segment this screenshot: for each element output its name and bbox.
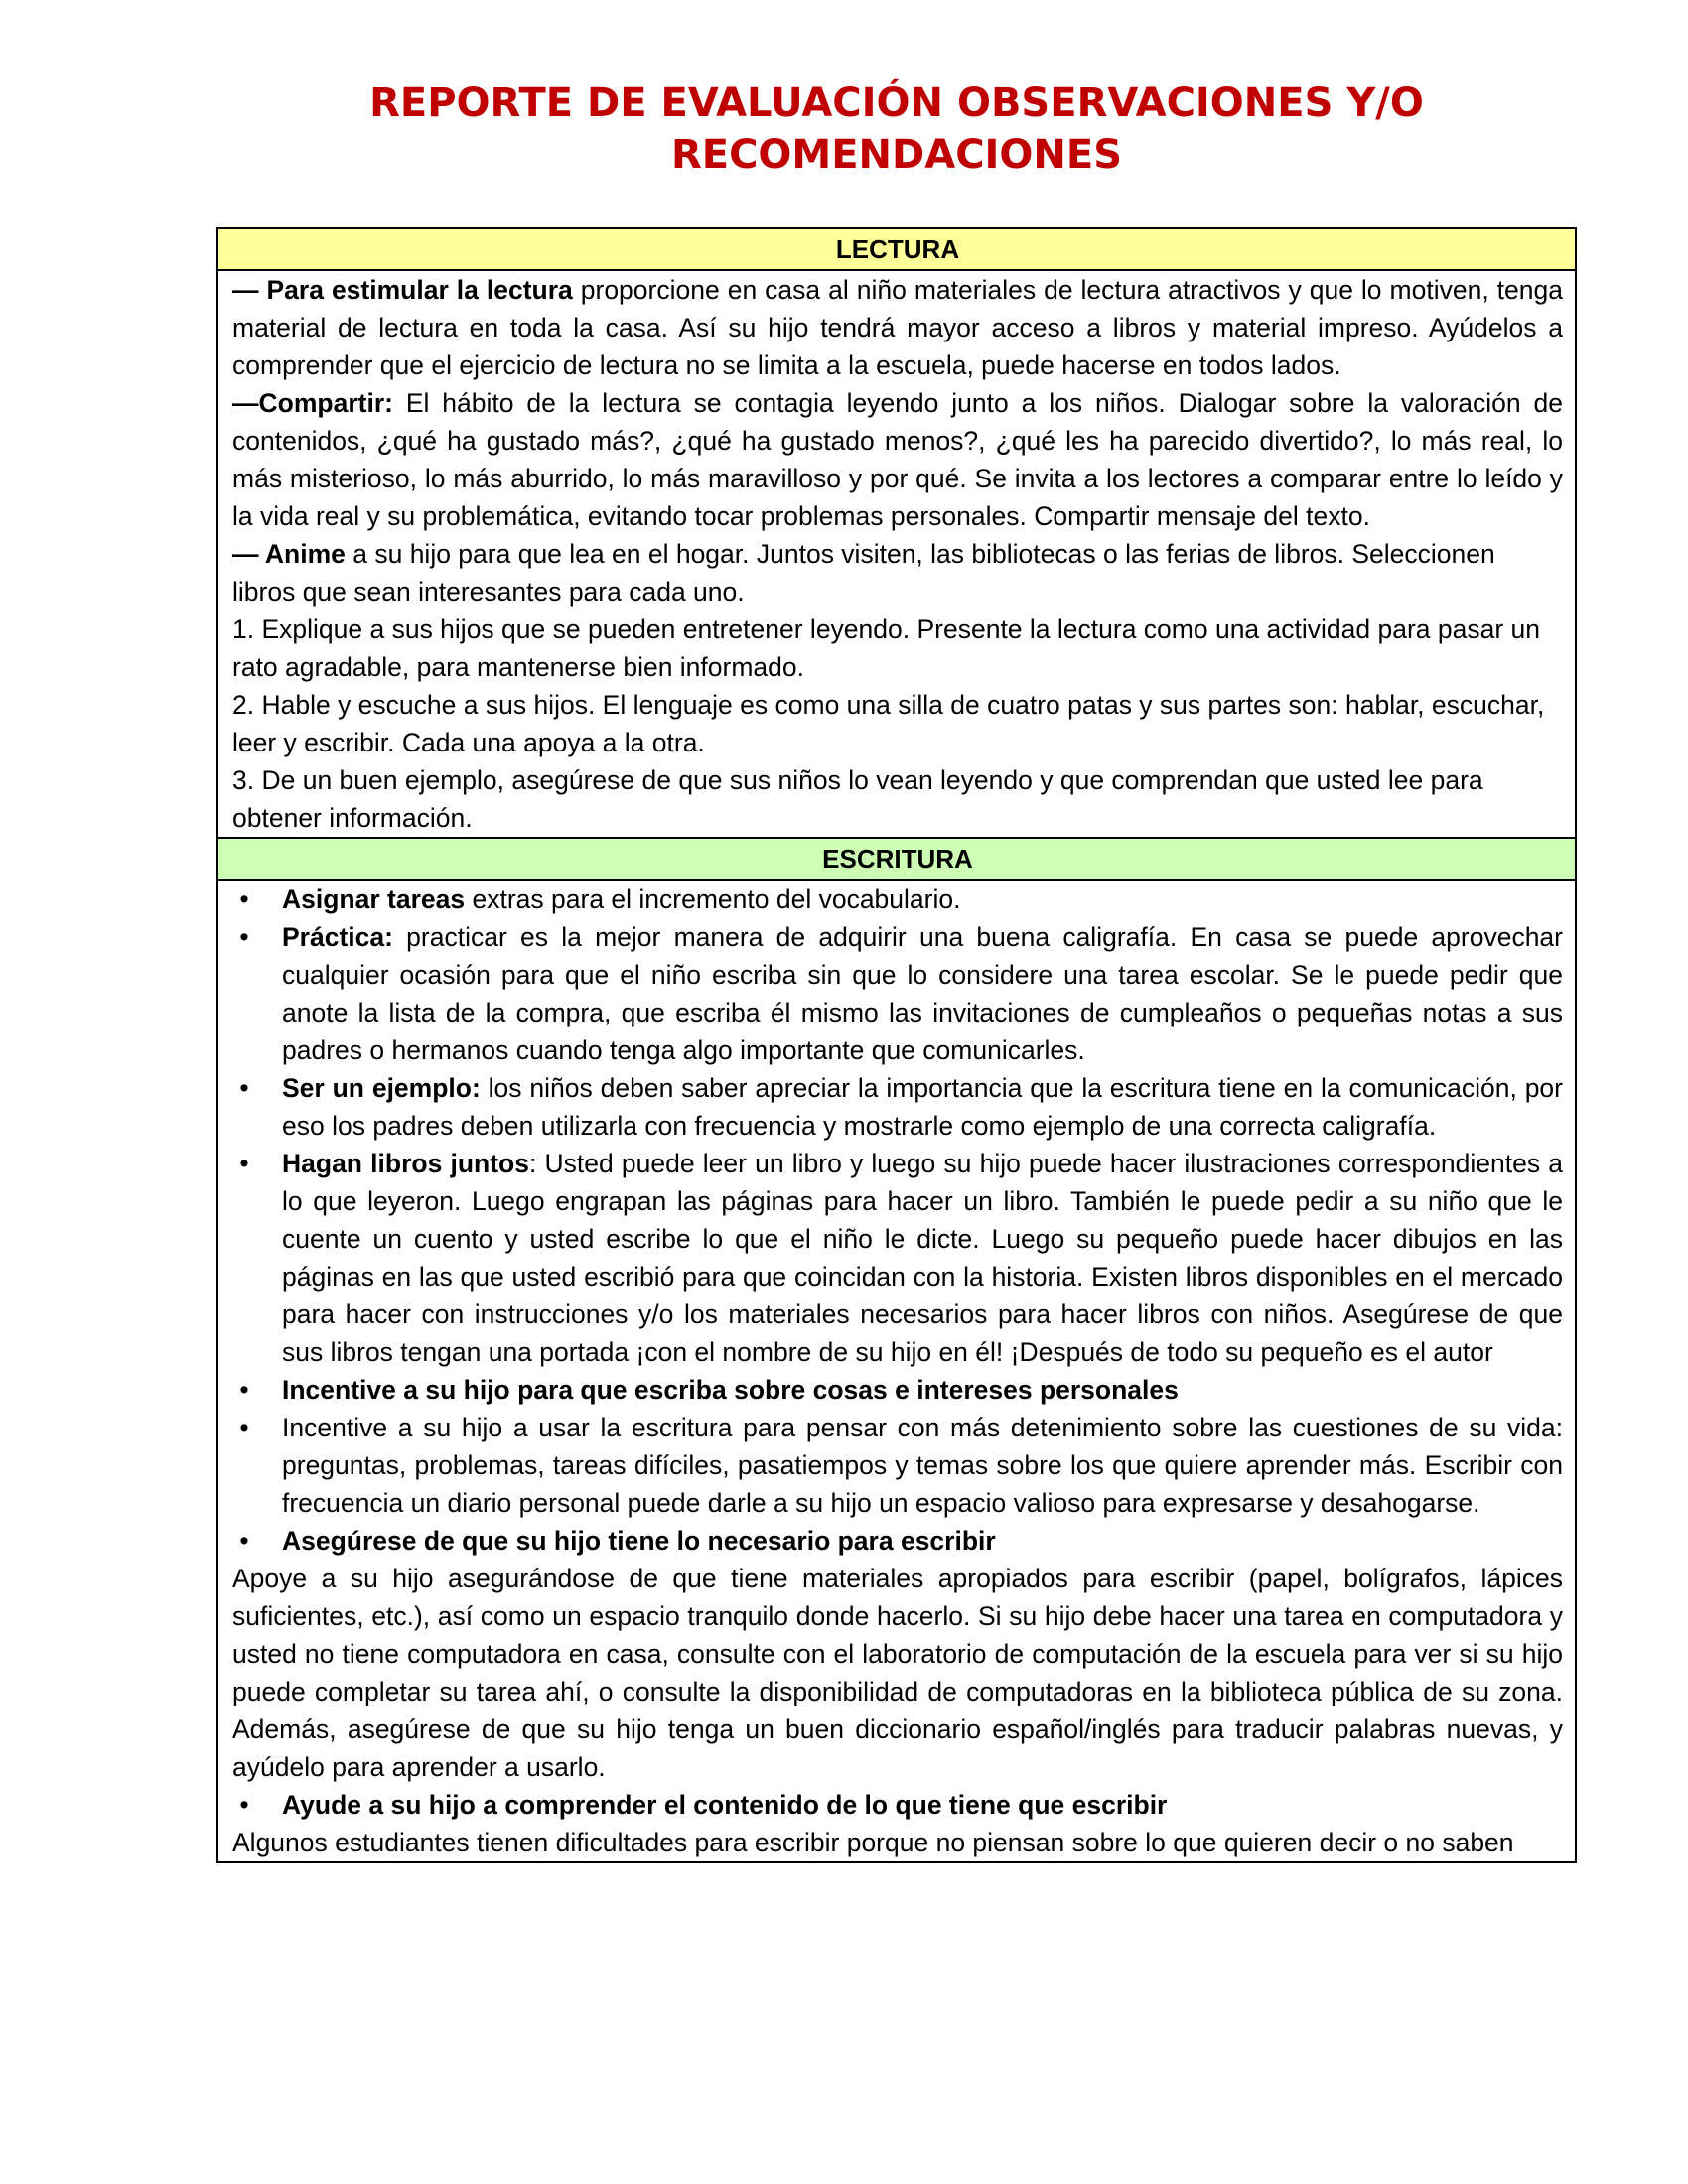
title-line-2: RECOMENDACIONES [670,132,1123,178]
escritura-b4-bold: Hagan libros juntos [282,1149,529,1178]
list-item [232,1069,1563,1145]
lectura-item-2: 2. Hable y escuche a sus hijos. El lenguaje es como una silla de cuatro patas y sus partes son: hablar, escuchar, leer y escribir. Cada una apoya a la otra. [232,690,1545,757]
list-item [232,1786,1563,1824]
escritura-b3-text: los niños deben saber apreciar la importancia que la escritura tiene en la comunicación, por eso los padres deben utilizarla con frecuencia y mostrarle como ejemplo de una correcta caligrafía. [282,1073,1563,1141]
lectura-item-3: 3. De un buen ejemplo, asegúrese de que sus niños lo vean leyendo y que comprendan que usted lee para obtener información. [232,765,1483,833]
list-item [232,881,1563,918]
escritura-b2-bold: Práctica: [282,922,393,952]
escritura-b8-bold: Ayude a su hijo a comprender el contenido de lo que tiene que escribir [282,1790,1168,1820]
bullet-icon: • [239,1526,249,1556]
lectura-paragraph-estimular [232,271,1563,384]
escritura-bullet-list [232,881,1563,1560]
lectura-estimular-bold: — Para estimular la lectura [232,275,573,305]
escritura-body [217,880,1576,1862]
lectura-paragraph-anime [232,535,1563,611]
bullet-icon: • [239,1790,249,1820]
bullet-icon: • [239,1149,249,1178]
escritura-b6-text: Incentive a su hijo a usar la escritura para pensar con más detenimiento sobre las cuestiones de su vida: preguntas, problemas, tareas difíciles, pasatiempos y temas sobre los que quiere aprender más. Escribir con frecuencia un diario personal puede darle a su hijo un espacio valioso para expresarse y desahogarse. [282,1413,1563,1518]
bullet-icon: • [239,1413,249,1442]
lectura-anime-bold: — Anime [232,539,346,569]
bullet-icon: • [239,1375,249,1405]
escritura-b4-text: : Usted puede leer un libro y luego su hijo puede hacer ilustraciones correspondientes a lo que leyeron. Luego engrapan las páginas para hacer un libro. También le puede pedir a su niño que le cuente un cuento y usted escribe lo que el niño le dicte. Luego su pequeño puede hacer dibujos en las páginas en las que usted escribió para que coincidan con la historia. Existen libros disponibles en el mercado para hacer con instrucciones y/o los materiales necesarios para hacer libros con niños. Asegúrese de que sus libros tengan una portada ¡con el nombre de su hijo en él! ¡Después de todo su pequeño es el autor [282,1149,1563,1367]
escritura-b7-bold: Asegúrese de que su hijo tiene lo necesario para escribir [282,1526,996,1556]
lectura-body [217,270,1576,838]
lectura-item-1: 1. Explique a sus hijos que se pueden entretener leyendo. Presente la lectura como una actividad para pasar un rato agradable, para mantenerse bien informado. [232,614,1541,682]
escritura-paragraph-apoye: Apoye a su hijo asegurándose de que tiene materiales apropiados para escribir (papel, bolígrafos, lápices suficientes, etc.), así como un espacio tranquilo donde hacerlo. Si su hijo debe hacer una tarea en computadora y usted no tiene computadora en casa, consulte con el laboratorio de computación de la escuela para ver si su hijo puede completar su tarea ahí, o consulte la disponibilidad de computadoras en la biblioteca pública de su zona. Además, asegúrese de que su hijo tenga un buen diccionario español/inglés para traducir palabras nuevas, y ayúdelo para aprender a usarlo. [232,1564,1563,1782]
list-item [232,1409,1563,1522]
list-item [232,1371,1563,1409]
lectura-header: LECTURA [217,228,1576,270]
escritura-b1-bold: Asignar tareas [282,885,466,914]
lectura-anime-text: a su hijo para que lea en el hogar. Juntos visiten, las bibliotecas o las ferias de libros. Seleccionen libros que sean interesantes para cada uno. [232,539,1495,607]
bullet-icon: • [239,922,249,952]
escritura-b3-bold: Ser un ejemplo: [282,1073,481,1103]
lectura-compartir-bold: —Compartir: [232,388,393,418]
lectura-paragraph-compartir [232,384,1563,535]
escritura-b5-bold: Incentive a su hijo para que escriba sobre cosas e intereses personales [282,1375,1179,1405]
escritura-paragraph-last: Algunos estudiantes tienen dificultades para escribir porque no piensan sobre lo que quieren decir o no saben [232,1828,1514,1857]
escritura-bullet-list-2 [232,1786,1563,1824]
lectura-estimular-text: proporcione en casa al niño materiales de lectura atractivos y que lo motiven, tenga material de lectura en toda la casa. Así su hijo tendrá mayor acceso a libros y material impreso. Ayúdelos a comprender que el ejercicio de lectura no se limita a la escuela, puede hacerse en todos lados. [232,275,1563,380]
page-title [216,77,1577,181]
list-item [232,1145,1563,1371]
list-item [232,918,1563,1069]
bullet-icon: • [239,1073,249,1103]
escritura-b2-text: practicar es la mejor manera de adquirir una buena caligrafía. En casa se puede aprovechar cualquier ocasión para que el niño escriba sin que lo considere una tarea escolar. Se le puede pedir que anote la lista de la compra, que escriba él mismo las invitaciones de cumpleaños o pequeñas notas a sus padres o hermanos cuando tenga algo importante que comunicarles. [282,922,1563,1065]
title-line-1: REPORTE DE EVALUACIÓN OBSERVACIONES Y/O [369,80,1424,126]
escritura-b1-text: extras para el incremento del vocabulario. [465,885,961,914]
escritura-header: ESCRITURA [217,838,1576,880]
report-table [216,227,1577,1863]
bullet-icon: • [239,885,249,914]
list-item [232,1522,1563,1560]
lectura-compartir-text: El hábito de la lectura se contagia leyendo junto a los niños. Dialogar sobre la valoración de contenidos, ¿qué ha gustado más?, ¿qué ha gustado menos?, ¿qué les ha parecido divertido?, lo más real, lo más misterioso, lo más aburrido, lo más maravilloso y por qué. Se invita a los lectores a comparar entre lo leído y la vida real y su problemática, evitando tocar problemas personales. Compartir mensaje del texto. [232,388,1563,531]
